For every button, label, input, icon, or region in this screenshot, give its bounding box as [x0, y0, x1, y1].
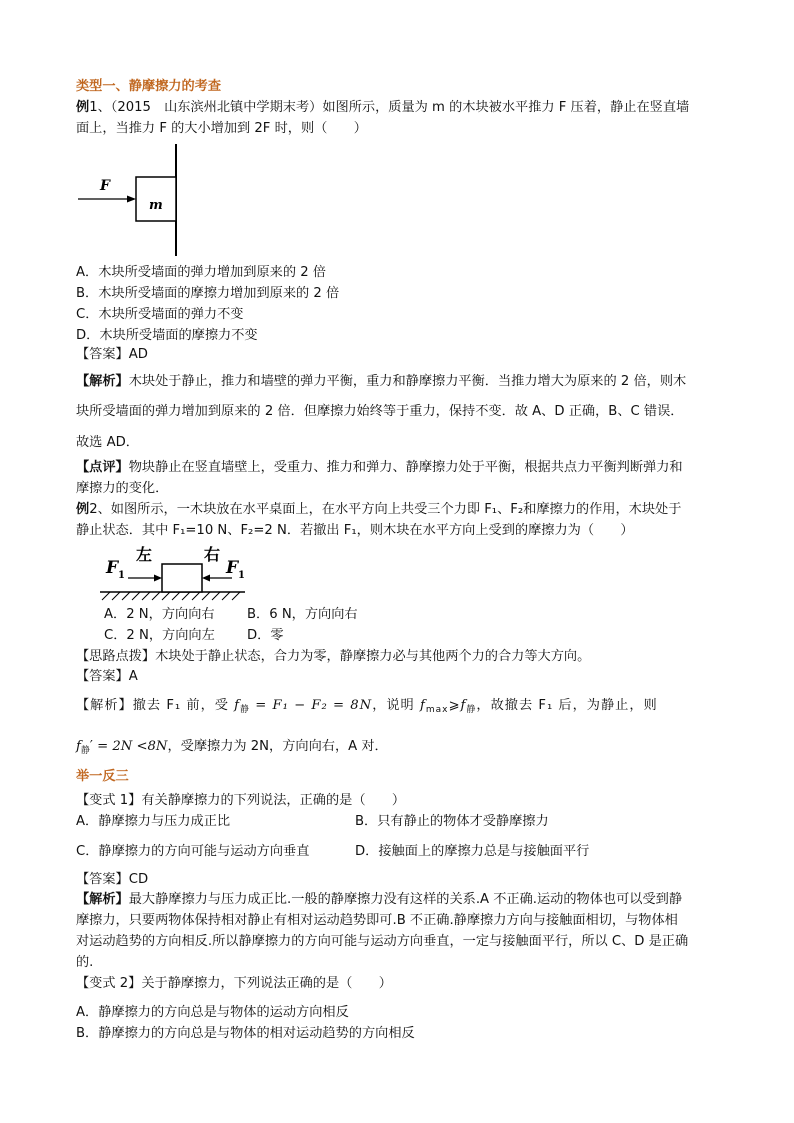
v2-option-b: B．静摩擦力的方向总是与物体的相对运动趋势的方向相反 [76, 1026, 415, 1041]
force-f2-label: F [226, 558, 239, 578]
variant-1-question: 【变式 1】有关静摩擦力的下列说法，正确的是（ ） [76, 793, 406, 808]
hint: 【思路点拨】木块处于静止状态，合力为零，静摩擦力必与其他两个力的合力等大方向。 [76, 649, 591, 664]
svg-text:1: 1 [118, 570, 125, 581]
mass-label: m [149, 198, 163, 213]
option-d: D．木块所受墙面的摩擦力不变 [76, 328, 258, 343]
v1-analysis-line-4: 的. [76, 955, 94, 970]
example-label: 例 [76, 100, 90, 115]
analysis-line-2: 块所受墙面的弹力增加到原来的 2 倍．但摩擦力始终等于重力，保持不变．故 A、D 正确，B、C 错误． [76, 404, 684, 419]
v1-analysis-line-1: 【解析】最大静摩擦力与压力成正比.一般的静摩擦力没有这样的关系.A 不正确.运动的物体也可以受到静 [76, 892, 683, 907]
v1-option-a: A．静摩擦力与压力成正比 [76, 814, 231, 829]
force-label: F [100, 178, 110, 194]
ex2-answer: 【答案】A [76, 669, 138, 684]
v1-analysis-line-2: 摩擦力，只要两物体保持相对静止有相对运动趋势即可.B 不正确.静摩擦力方向与接触面相切，与物体相 [76, 913, 678, 928]
option-b: B．木块所受墙面的摩擦力增加到原来的 2 倍 [76, 286, 340, 301]
ex2-option-a: A．2 N，方向向右 [104, 607, 215, 622]
example-1-line-1: 例1、（2015 山东滨州北镇中学期末考）如图所示，质量为 m 的木块被水平推力 F 压着，静止在竖直墙 [76, 100, 690, 115]
example-2-line-1: 例2、如图所示，一木块放在水平桌面上，在水平方向上共受三个力即 F₁、F₂和摩擦力的作用，木块处于 [76, 502, 682, 517]
wall-block-figure [76, 142, 186, 260]
option-a: A．木块所受墙面的弹力增加到原来的 2 倍 [76, 265, 326, 280]
section-title: 类型一、静摩擦力的考查 [76, 79, 222, 94]
ex2-option-d: D．零 [247, 628, 284, 643]
left-label: 左 [136, 545, 153, 564]
right-label: 右 [204, 545, 221, 564]
answer: 【答案】AD [76, 347, 148, 362]
variant-2-question: 【变式 2】关于静摩擦力，下列说法正确的是（ ） [76, 976, 392, 991]
table-block-figure [100, 542, 250, 602]
ex2-option-b: B．6 N，方向向右 [247, 607, 358, 622]
comment-line-1: 【点评】物块静止在竖直墙壁上，受重力、推力和弹力、静摩擦力处于平衡，根据共点力平衡判断弹力和 [76, 460, 683, 475]
example-label: 例 [76, 502, 90, 517]
example-1-line-2: 面上，当推力 F 的大小增加到 2F 时，则（ ） [76, 121, 367, 136]
example-2-line-2: 静止状态．其中 F₁=10 N、F₂=2 N．若撤出 F₁，则木块在水平方向上受到的摩擦力为（ ） [76, 523, 634, 538]
analysis-line-3: 故选 AD． [76, 435, 139, 450]
ex2-option-c: C．2 N，方向向左 [104, 628, 215, 643]
comment-line-2: 摩擦力的变化． [76, 481, 169, 496]
v1-analysis-line-3: 对运动趋势的方向相反.所以静摩擦力的方向可能与运动方向垂直，一定与接触面平行，所以 C、D 是正确 [76, 934, 689, 949]
force-f1-label: F [106, 558, 119, 578]
v1-answer: 【答案】CD [76, 872, 149, 887]
v1-option-b: B．只有静止的物体才受静摩擦力 [355, 814, 549, 829]
ex2-analysis-line-2: $f_静' = 2N <8N$，受摩擦力为 2N，方向向右，A 对． [76, 739, 388, 756]
analysis-line-1: 【解析】木块处于静止，推力和墙壁的弹力平衡，重力和静摩擦力平衡．当推力增大为原来的 2 倍，则木 [76, 374, 687, 389]
v2-option-a: A．静摩擦力的方向总是与物体的运动方向相反 [76, 1005, 349, 1020]
option-c: C．木块所受墙面的弹力不变 [76, 307, 244, 322]
section-title: 举一反三 [76, 769, 129, 784]
v1-option-c: C．静摩擦力的方向可能与运动方向垂直 [76, 844, 310, 859]
svg-text:1: 1 [238, 570, 245, 581]
v1-option-d: D．接触面上的摩擦力总是与接触面平行 [355, 844, 590, 859]
ex2-analysis-line-1: 【解析】撤去 F₁ 前，受 $f_静 = F_1 - F_2 = 8N$，说明 $f_{max}⩾f_静$，故撤去 F₁ 后，为静止，则 [76, 698, 658, 715]
